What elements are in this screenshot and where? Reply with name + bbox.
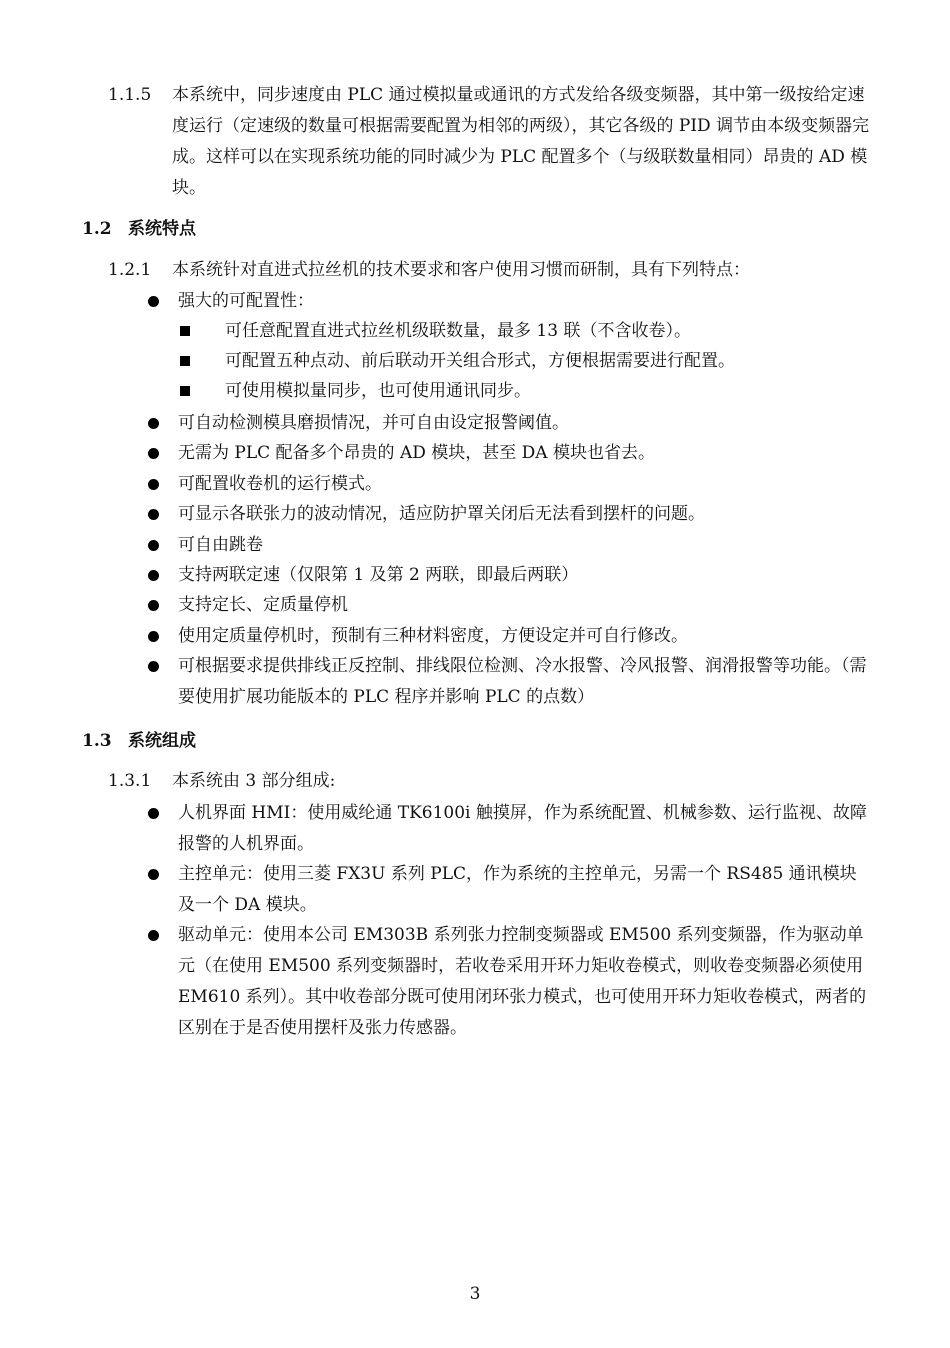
page-number: 3 [469, 1284, 481, 1304]
sub-list-item: 可配置五种点动、前后联动开关组合形式，方便根据需要进行配置。 [225, 351, 735, 371]
section-heading-title: 系统特点 [128, 219, 196, 239]
bullet-dot-icon [148, 509, 159, 520]
section-heading-number: 1.2 [82, 219, 112, 239]
section-heading [82, 214, 196, 245]
sub-list-item: 可使用模拟量同步，也可使用通讯同步。 [225, 381, 531, 401]
bullet-dot-icon [148, 930, 159, 941]
paragraph: 本系统中，同步速度由 PLC 通过模拟量或通讯的方式发给各级变频器，其中第一级按给定速度运行（定速级的数量可根据需要配置为相邻的两级），其它各级的 PID 调节由本级变频器完成。这样可以在实现系统功能的同时减少为 PLC 配置多个（与级联数量相同）昂贵的 AD 模块。 [172, 85, 870, 198]
section-heading-number: 1.3 [82, 731, 112, 751]
list-item: 人机界面 HMI：使用威纶通 TK6100i 触摸屏，作为系统配置、机械参数、运行监视、故障报警的人机界面。 [178, 803, 867, 854]
list-item: 无需为 PLC 配备多个昂贵的 AD 模块，甚至 DA 模块也省去。 [178, 443, 655, 463]
section-heading [82, 726, 196, 757]
bullet-dot-icon [148, 869, 159, 880]
section-number: 1.3.1 [108, 771, 152, 791]
bullet-dot-icon [148, 418, 159, 429]
list-item: 使用定质量停机时，预制有三种材料密度，方便设定并可自行修改。 [178, 626, 688, 646]
list-item: 可根据要求提供排线正反控制、排线限位检测、冷水报警、冷风报警、润滑报警等功能。（需要使用扩展功能版本的 PLC 程序并影响 PLC 的点数） [178, 656, 867, 707]
bullet-dot-icon [148, 479, 159, 490]
bullet-dot-icon [148, 631, 159, 642]
section-number: 1.2.1 [108, 260, 152, 280]
bullet-dot-icon [148, 808, 159, 819]
bullet-dot-icon [148, 540, 159, 551]
list-item: 可自由跳卷 [178, 535, 263, 555]
square-bullet-icon [180, 386, 190, 396]
list-item: 支持定长、定质量停机 [178, 595, 348, 615]
bullet-dot-icon [148, 600, 159, 611]
list-item: 支持两联定速（仅限第 1 及第 2 两联，即最后两联） [178, 565, 579, 585]
paragraph: 本系统由 3 部分组成: [172, 771, 336, 791]
bullet-dot-icon [148, 570, 159, 581]
bullet-dot-icon [148, 296, 159, 307]
list-item: 强大的可配置性： [178, 291, 314, 311]
square-bullet-icon [180, 326, 190, 336]
section-heading-title: 系统组成 [128, 731, 196, 751]
paragraph: 本系统针对直进式拉丝机的技术要求和客户使用习惯而研制，具有下列特点： [172, 260, 750, 280]
list-item: 可显示各联张力的波动情况，适应防护罩关闭后无法看到摆杆的问题。 [178, 504, 705, 524]
square-bullet-icon [180, 356, 190, 366]
list-item: 可自动检测模具磨损情况，并可自由设定报警阈值。 [178, 413, 569, 433]
bullet-dot-icon [148, 448, 159, 459]
sub-list-item: 可任意配置直进式拉丝机级联数量，最多 13 联（不含收卷）。 [225, 321, 691, 341]
section-number: 1.1.5 [108, 85, 152, 105]
list-item: 可配置收卷机的运行模式。 [178, 474, 382, 494]
bullet-dot-icon [148, 661, 159, 672]
list-item: 主控单元：使用三菱 FX3U 系列 PLC，作为系统的主控单元，另需一个 RS485 通讯模块及一个 DA 模块。 [178, 864, 857, 915]
list-item: 驱动单元：使用本公司 EM303B 系列张力控制变频器或 EM500 系列变频器，作为驱动单元（在使用 EM500 系列变频器时，若收卷采用开环力矩收卷模式，则收卷变频器必须使用 EM610 系列）。其中收卷部分既可使用闭环张力模式，也可使用开环力矩收卷模式，两者的区别在于是否使用摆杆及张力传感器。 [178, 925, 867, 1038]
